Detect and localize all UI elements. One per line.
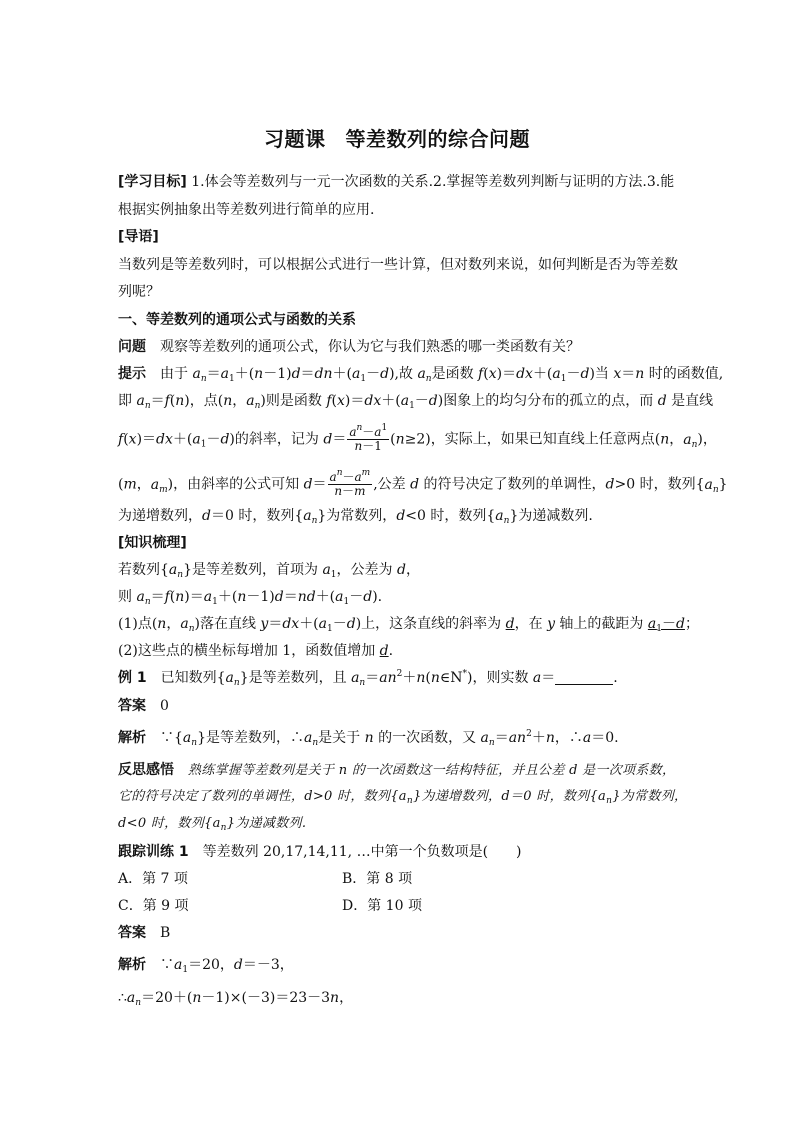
example1-line: 例 1 已知数列$\{a_n\}$是等差数列，且 $a_n=an^2+n(n\in N^*)$，则实数 a＝ . xyxy=(118,669,618,688)
question-line xyxy=(118,338,580,356)
knowledge-line-2: 则 $a_n=f(n)=a_1+(n-1)d=nd+(a_1-d)$. xyxy=(118,589,383,607)
goals-label: [学习目标] xyxy=(118,174,187,190)
practice1-analysis-label: 解析 xyxy=(118,957,146,973)
knowledge-label: [知识梳理] xyxy=(118,535,187,551)
hint-line-5: 为递增数列，d＝0 时，数列$\{a_n\}$为常数列，d<0 时，数列$\{a_n\}$为递减数列. xyxy=(118,508,593,526)
practice1-answer-label: 答案 xyxy=(118,925,146,941)
page-title xyxy=(0,123,794,152)
option-row-1 xyxy=(118,870,188,888)
reflection-line-1: 反思感悟 熟练掌握等差数列是关于 n 的一次函数这一结构特征，并且公差 d 是一次项系数， xyxy=(118,762,676,778)
practice1-label: 跟踪训练 1 xyxy=(118,844,189,860)
title-left: 习题课 xyxy=(264,127,326,151)
intro-line-2: 列呢？ xyxy=(118,284,160,300)
hint-label: 提示 xyxy=(118,366,146,382)
example1-answer-line xyxy=(118,697,169,715)
section-heading: 一、等差数列的通项公式与函数的关系 xyxy=(118,312,356,328)
option-b: B．第 8 项 xyxy=(342,871,413,887)
example1-answer-label: 答案 xyxy=(118,698,146,714)
reflection-line-2: 它的符号决定了数列的单调性，d>0 时，数列$\{a_n\}$为递增数列，d＝0 时，数列$\{a_n\}$为常数列， xyxy=(118,789,688,806)
practice1-text: 等差数列 20,17,14,11, …中第一个负数项是( ) xyxy=(202,844,522,860)
goals-line-2: 根据实例抽象出等差数列进行简单的应用. xyxy=(118,202,375,218)
hint-line-2: 即 $a_n=f(n)$，点(n，$a_n$)则是函数 $f(x)=dx+(a_1-d)$图象上的均匀分布的孤立的点，而 d 是直线 xyxy=(118,393,714,411)
question-text: 观察等差数列的通项公式，你认为它与我们熟悉的哪一类函数有关？ xyxy=(160,339,580,355)
reflection-line-3: d<0 时，数列$\{a_n\}$为递减数列. xyxy=(118,816,307,833)
practice1-analysis-line: 解析 $\because a_1=20$，d＝－3， xyxy=(118,957,294,975)
hint-line-1: 提示 由于 $a_n=a_1+(n-1)d=dn+(a_1-d)$,故 $a_n$是函数 $f(x)=dx+(a_1-d)$当 x＝n 时的函数值, xyxy=(118,366,724,384)
option-a: A．第 7 项 xyxy=(118,871,188,887)
slope-fraction-2: $\frac{a^n-a^m}{n-m}$ xyxy=(329,468,371,498)
example1-answer: 0 xyxy=(160,698,169,714)
intro-label: [导语] xyxy=(118,229,159,245)
slope-fraction-1: $\frac{a^n-a^1}{n-1}$ xyxy=(349,423,388,453)
example1-label: 例 1 xyxy=(118,670,147,686)
goals-text-1: 1.体会等差数列与一元一次函数的关系.2.掌握等差数列判断与证明的方法.3.能 xyxy=(191,174,675,190)
example1-analysis-line: 解析 $\because\{a_n\}$是等差数列，$\therefore a_n$是关于 n 的一次函数，又 $a_n=an^2+n$，∴a＝0. xyxy=(118,729,619,748)
reflection-label: 反思感悟 xyxy=(118,762,174,778)
question-label: 问题 xyxy=(118,339,146,355)
practice1-analysis-line-2: $\therefore a_n=20+(n-1)\times(-3)=23-3n$， xyxy=(118,990,354,1008)
option-c: C．第 9 项 xyxy=(118,898,189,914)
knowledge-line-1: 若数列$\{a_n\}$是等差数列，首项为 $a_1$，公差为 d， xyxy=(118,562,420,580)
practice1-line xyxy=(118,843,522,861)
option-row-2 xyxy=(118,897,189,915)
example1-analysis-label: 解析 xyxy=(118,730,146,746)
practice1-answer-line xyxy=(118,924,170,942)
knowledge-line-4: (2)这些点的横坐标每增加 1，函数值增加 d. xyxy=(118,643,394,659)
hint-line-3: $f(x)=dx+(a_1-d)$的斜率，记为 d＝ $\frac{a^n-a^1}{n-1}$ (n≥2)，实际上，如果已知直线上任意两点(n，$a_n$)， xyxy=(118,423,717,453)
practice1-answer: B xyxy=(160,925,171,941)
intro-line-1: 当数列是等差数列时，可以根据公式进行一些计算，但对数列来说，如何判断是否为等差数 xyxy=(118,257,678,273)
title-right: 等差数列的综合问题 xyxy=(345,127,530,151)
hint-line-4: (m，$a_m$)，由斜率的公式可知 d＝ $\frac{a^n-a^m}{n-m}$ ,公差 d 的符号决定了数列的单调性，d>0 时，数列$\{a_n\}$ xyxy=(118,468,728,498)
option-d: D．第 10 项 xyxy=(342,898,422,914)
goals-line-1 xyxy=(118,173,674,191)
knowledge-line-3: (1)点(n，$a_n$)落在直线 $y=dx+(a_1-d)$上，这条直线的斜率为 d，在 y 轴上的截距为 $a_1-d$； xyxy=(118,616,699,634)
answer-blank xyxy=(555,670,613,685)
